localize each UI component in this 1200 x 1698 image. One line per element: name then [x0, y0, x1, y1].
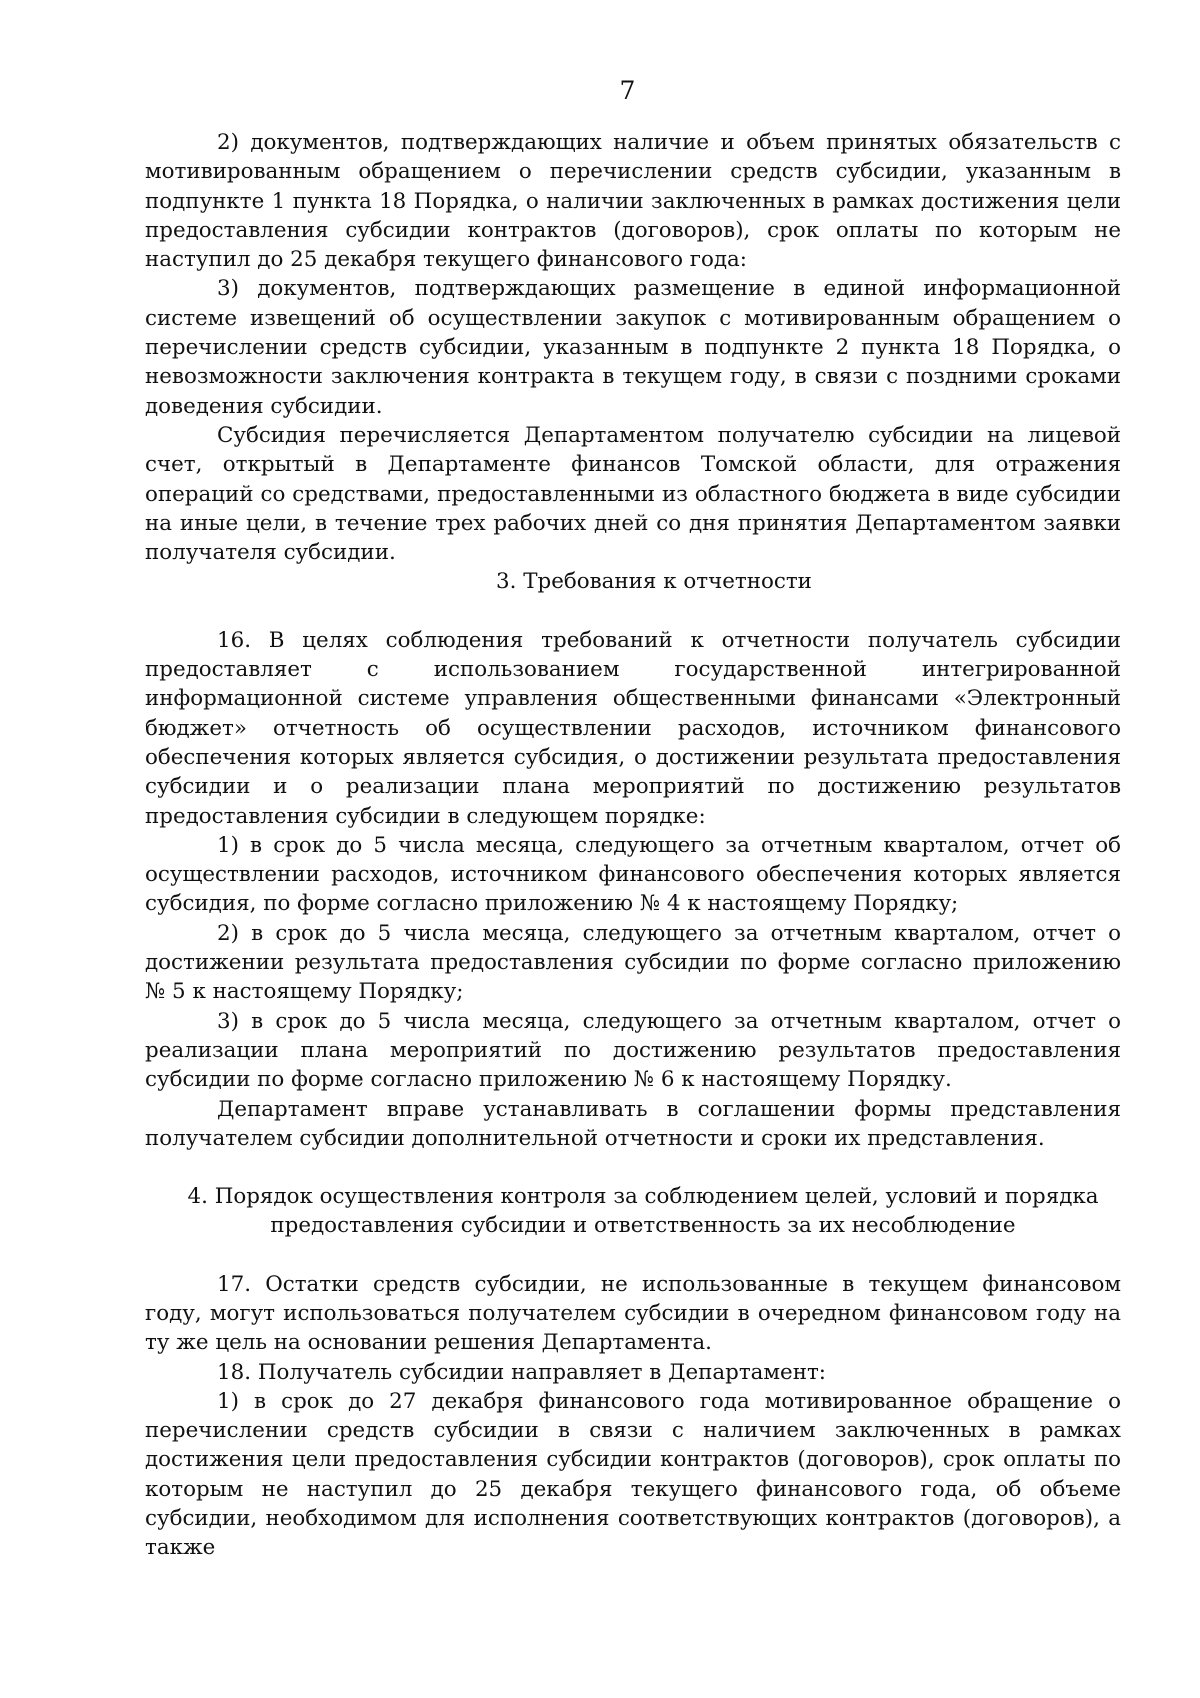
paragraph-16-item-1: 1) в срок до 5 числа месяца, следующего за отчетным кварталом, отчет об осуществлении расходов, источником финансового обеспечения которых является субсидия, по форме согласно приложению № 4 к настоящему Порядку; [145, 832, 1121, 917]
section-4-heading [145, 1182, 1121, 1241]
section-3-heading: 3. Требования к отчетности [496, 569, 812, 595]
section-4-heading-line-2: предоставления субсидии и ответственность за их несоблюдение [270, 1213, 1016, 1239]
paragraph-additional-reporting: Департамент вправе устанавливать в соглашении формы представления получателем субсидии дополнительной отчетности и сроки их представления. [145, 1096, 1121, 1151]
spacer [145, 1241, 1121, 1270]
paragraph-item-3: 3) документов, подтверждающих размещение в единой информационной системе извещений об осуществлении закупок с мотивированным обращением о перечислении средств субсидии, указанным в подпункте 2 пункта 18 Порядка, о невозможности заключения контракта в текущем году, в связи с поздними сроками доведения субсидии. [145, 276, 1121, 419]
paragraph-item-2: 2) документов, подтверждающих наличие и объем принятых обязательств с мотивированным обращением о перечислении средств субсидии, указанным в подпункте 1 пункта 18 Порядка, о наличии заключенных в рамках достижения цели предоставления субсидии контрактов (договоров), срок оплаты по которым не наступил до 25 декабря текущего финансового года: [145, 130, 1121, 273]
paragraph-18-item-1: 1) в срок до 27 декабря финансового года мотивированное обращение о перечислении средств субсидии в связи с наличием заключенных в рамках достижения цели предоставления субсидии контрактов (договоров), срок оплаты по которым не наступил до 25 декабря текущего финансового года, об объеме субсидии, необходимом для исполнения соответствующих контрактов (договоров), а также [145, 1388, 1121, 1561]
paragraph-17: 17. Остатки средств субсидии, не использованные в текущем финансовом году, могут использоваться получателем субсидии в очередном финансовом году на ту же цель на основании решения Департамента. [145, 1271, 1121, 1356]
spacer [145, 1153, 1121, 1182]
spacer [145, 597, 1121, 626]
section-4-heading-line-1: 4. Порядок осуществления контроля за соблюдением целей, условий и порядка [187, 1184, 1099, 1210]
paragraph-18: 18. Получатель субсидии направляет в Департамент: [217, 1359, 827, 1385]
paragraph-16-item-3: 3) в срок до 5 числа месяца, следующего за отчетным кварталом, отчет о реализации плана мероприятий по достижению результатов предоставления субсидии по форме согласно приложению № 6 к настоящему Порядку. [145, 1008, 1121, 1093]
page-number: 7 [619, 76, 636, 105]
paragraph-16: 16. В целях соблюдения требований к отчетности получатель субсидии предоставляет с использованием государственной интегрированной информационной системе управления общественными финансами «Электронный бюджет» отчетность об осуществлении расходов, источником финансового обеспечения которых является субсидия, о достижении результата предоставления субсидии и о реализации плана мероприятий по достижению результатов предоставления субсидии в следующем порядке: [145, 627, 1121, 829]
document-body [145, 128, 1121, 1563]
paragraph-subsidy-transfer: Субсидия перечисляется Департаментом получателю субсидии на лицевой счет, открытый в Департаменте финансов Томской области, для отражения операций со средствами, предоставленными из областного бюджета в виде субсидии на иные цели, в течение трех рабочих дней со дня принятия Департаментом заявки получателя субсидии. [145, 422, 1121, 566]
paragraph-16-item-2: 2) в срок до 5 числа месяца, следующего за отчетным кварталом, отчет о достижении результата предоставления субсидии по форме согласно приложению № 5 к настоящему Порядку; [145, 920, 1121, 1005]
